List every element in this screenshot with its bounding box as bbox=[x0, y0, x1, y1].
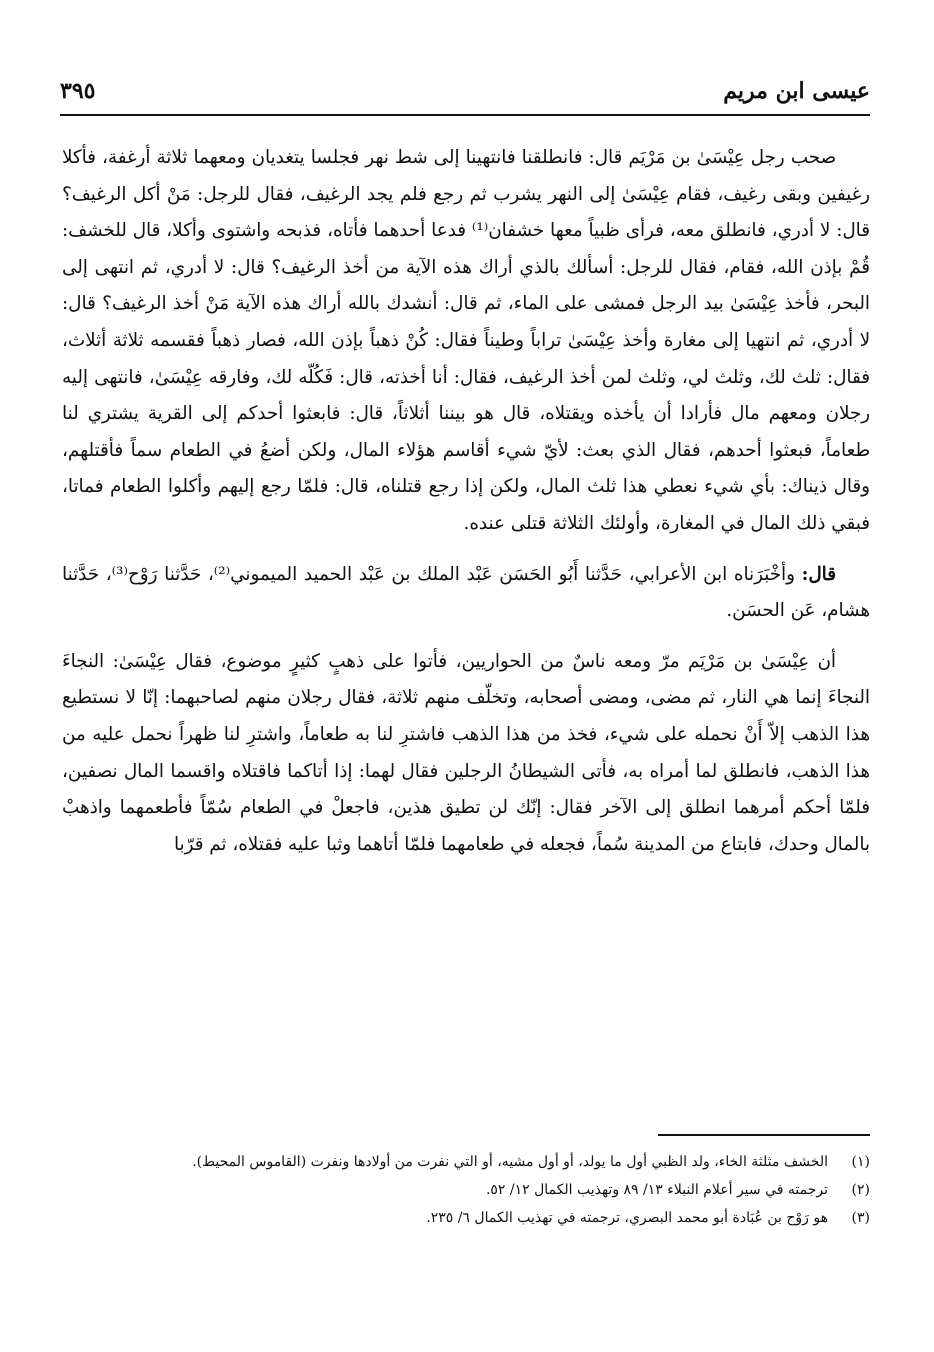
page-number: ٣٩٥ bbox=[60, 78, 96, 104]
footnote-text: هو رَوْح بن عُبَادة أبو محمد البصري، ترجمته في تهذيب الكمال ٦/ ٢٣٥. bbox=[426, 1210, 828, 1226]
paragraph bbox=[62, 557, 870, 630]
footnote-text: الخشف مثلثة الخاء، ولد الظبي أول ما يولد، أو أول مشيه، أو التي نفرت من أولادها ونفرت (القاموس المحيط). bbox=[192, 1154, 828, 1170]
footnote-number: (٣) bbox=[851, 1210, 870, 1226]
footnote-separator bbox=[658, 1134, 870, 1136]
paragraph bbox=[62, 644, 870, 864]
paragraph-text: صحب رجل عِيْسَىٰ بن مَرْيَم قال: فانطلقنا فانتهينا إلى شط نهر فجلسا يتغديان ومعهما ثلاثة أرغفة، فأكلا رغيفين وبقى رغيف، فقام عِيْسَىٰ إلى النهر يشرب ثم رجع فلم يجد الرغيف، فقال للرجل: مَنْ أكل الرغيف؟ قال: لا أدري، فانطلق معه، فرأى ظبياً معها خشفان⁽¹⁾ فدعا أحدهما فأتاه، فذبحه واشتوى وأكلا، قال للخشف: قُمْ بإذن الله، فقام، فقال للرجل: أسألك بالذي أراك هذه الآية من أخذ الرغيف؟ قال: لا أدري، ثم انتهى إلى البحر، فأخذ عِيْسَىٰ بيد الرجل فمشى على الماء، ثم قال: أنشدك بالله أراك هذه الآية مَنْ أخذ الرغيف؟ قال: لا أدري، ثم انتهيا إلى مغارة وأخذ عِيْسَىٰ تراباً وطيناً فقال: كُنْ ذهباً بإذن الله، فصار ذهباً فقسمه ثلاثة أثلاث، فقال: ثلث لك، وثلث لي، وثلث لمن أخذ الرغيف، فقال: أنا أخذته، قال: فَكُلّه لك، وفارقه عِيْسَىٰ، فانتهى إليه رجلان ومعهم مال فأرادا أن يأخذه ويقتلاه، قال هو بيننا أثلاثاً، قال: فابعثوا أحدكم إلى القرية يشتري لنا طعاماً، فبعثوا أحدهم، فقال الذي بعث: لأيّ شيء أقاسم هؤلاء المال، ولكن أضعُ في الطعام سماً فأقتلهم، وقال ذيناك: بأي شيء نعطي هذا ثلث المال، ولكن إذا رجع قتلناه، قال: فلمّا رجع إليهم وأكلوا الطعام فماتا، فبقي ذلك المال في المغارة، وأولئك الثلاثة قتلى عنده. bbox=[62, 147, 870, 534]
footnote-number: (٢) bbox=[851, 1182, 870, 1198]
footnotes bbox=[62, 1148, 870, 1232]
footnote bbox=[62, 1204, 870, 1232]
footnote bbox=[62, 1176, 870, 1204]
paragraph-text: وأخْبَرَناه ابن الأعرابي، حَدَّثنا أَبُو الحَسَن عَبْد الملك بن عَبْد الحميد الميموني⁽²⁾، حَدَّثنا رَوْح⁽³⁾، حَدَّثنا هشام، عَن الحسَن. bbox=[62, 563, 870, 622]
paragraph-lead: قال: bbox=[801, 563, 836, 585]
page-header bbox=[60, 78, 870, 112]
running-title: عيسى ابن مريم bbox=[723, 78, 870, 104]
footnote-number: (١) bbox=[851, 1154, 870, 1170]
main-text bbox=[62, 140, 870, 863]
footnote bbox=[62, 1148, 870, 1176]
footnote-text: ترجمته في سير أعلام النبلاء ١٣/ ٨٩ وتهذيب الكمال ١٢/ ٥٢. bbox=[485, 1182, 828, 1198]
header-rule bbox=[60, 114, 870, 116]
paragraph bbox=[62, 140, 870, 543]
paragraph-text: أن عِيْسَىٰ بن مَرْيَم مرّ ومعه ناسٌ من الحواريين، فأتوا على ذهبٍ كثيرٍ موضوع، فقال عِيْسَىٰ: النجاءَ النجاءَ إنما هي النار، ثم مضى، ومضى أصحابه، وتخلّف منهم ثلاثة، فقال رجلان منهم لصاحبهما: إنّا لا نستطيع هذا الذهب إلاّ أَنْ نحمله على شيء، فخذ من هذا الذهب فاشترِ لنا به طعاماً، واشترِ لنا ظهراً نحمل عليه من هذا الذهب، فانطلق لما أمراه به، فأتى الشيطانُ الرجلين فقال لهما: إذا أتاكما فاقتلاه واقسما المال نصفين، فلمّا أحكم أمرهما انطلق إلى الآخر فقال: إنّك لن تطيق هذين، فاجعلْ في الطعام سُمّاً فأطعمهما واذهبْ بالمال وحدك، فابتاع من المدينة سُماً، فجعله في طعامهما فلمّا أتاهما وثبا عليه فقتلاه، ثم قرّبا bbox=[62, 650, 870, 855]
